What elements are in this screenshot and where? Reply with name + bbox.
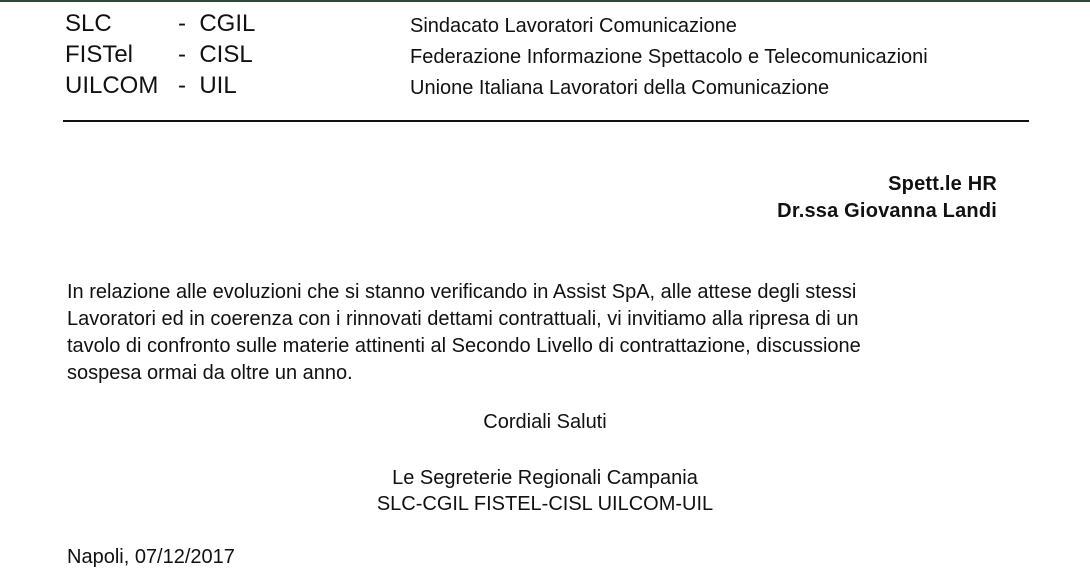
org-row-fistel <box>65 40 1065 70</box>
org-confederation-name: CISL <box>199 41 253 68</box>
org-confederation-name: CGIL <box>199 10 256 37</box>
body-line: tavolo di confronto sulle materie attinenti al Secondo Livello di contrattazione, discussione <box>67 335 861 357</box>
org-confederation <box>178 9 255 39</box>
org-abbr: SLC <box>65 10 112 37</box>
org-confederation <box>178 71 237 101</box>
salutation: Cordiali Saluti <box>483 411 607 433</box>
org-dash: - <box>178 41 186 68</box>
addressee-line-1: Spett.le HR <box>888 173 997 195</box>
signature-line-2: SLC-CGIL FISTEL-CISL UILCOM-UIL <box>376 493 714 515</box>
org-abbr: FISTel <box>65 41 134 68</box>
place-date: Napoli, 07/12/2017 <box>67 546 235 568</box>
org-row-uilcom <box>65 71 1065 101</box>
body-line: sospesa ormai da oltre un anno. <box>67 362 353 384</box>
org-dash: - <box>178 10 186 37</box>
org-full-name: Unione Italiana Lavoratori della Comunicazione <box>410 77 830 99</box>
addressee-line-2: Dr.ssa Giovanna Landi <box>777 200 997 222</box>
signature-line-1: Le Segreterie Regionali Campania <box>392 467 698 489</box>
org-confederation-name: UIL <box>199 72 237 99</box>
org-full-name: Federazione Informazione Spettacolo e Telecomunicazioni <box>410 46 928 68</box>
org-abbr: UILCOM <box>65 72 159 99</box>
body-line: Lavoratori ed in coerenza con i rinnovati dettami contrattuali, vi invitiamo alla ripresa di un <box>67 308 859 330</box>
org-row-slc <box>65 9 1065 39</box>
body-line: In relazione alle evoluzioni che si stanno verificando in Assist SpA, alle attese degli stessi <box>67 281 857 303</box>
top-border <box>0 0 1090 2</box>
org-full-name: Sindacato Lavoratori Comunicazione <box>410 15 737 37</box>
org-dash: - <box>178 72 186 99</box>
header-divider <box>63 120 1029 122</box>
org-confederation <box>178 40 253 70</box>
